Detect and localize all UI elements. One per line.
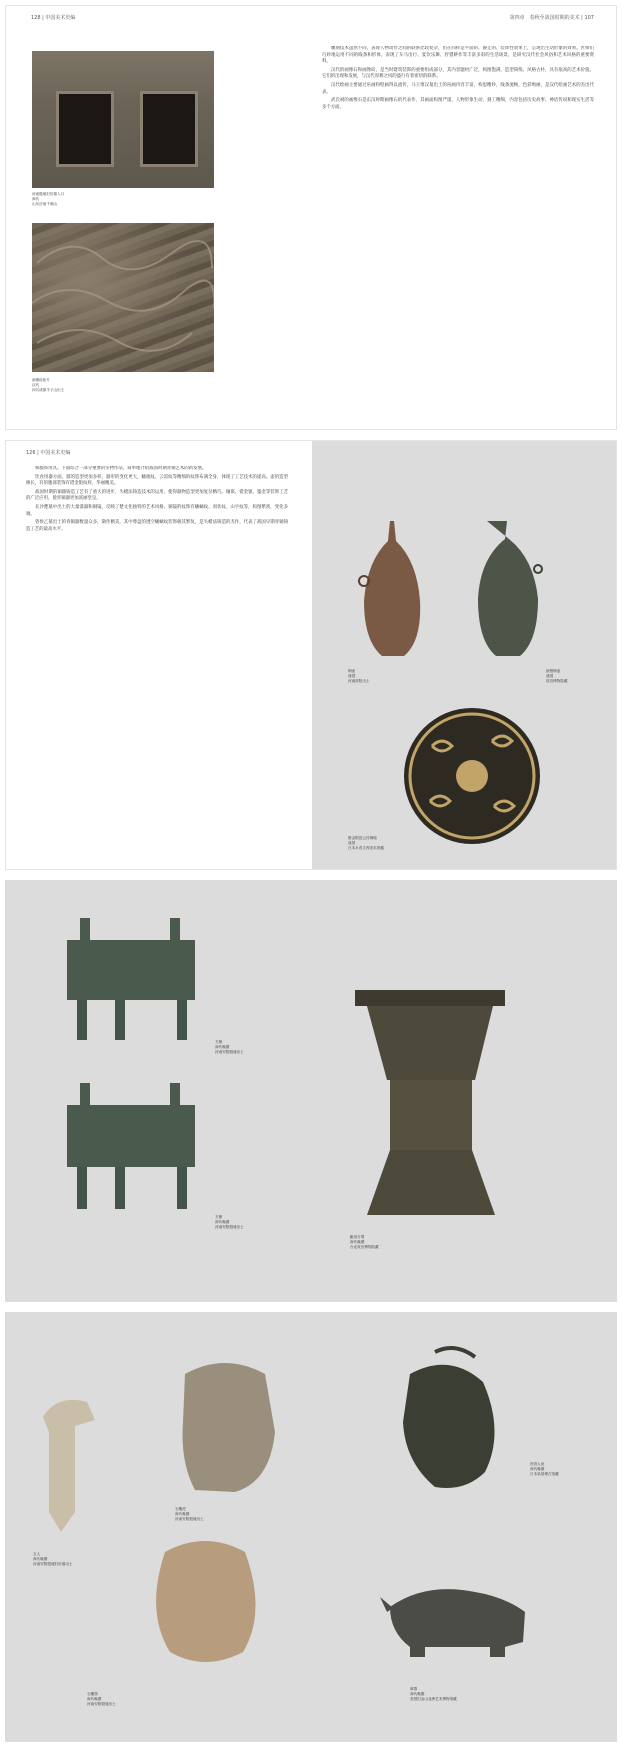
bronze-vessels-illustration bbox=[312, 441, 617, 870]
caption-jade-figure: 玉人 商代晚期 河南安阳殷墟妇好墓出土 bbox=[33, 1552, 73, 1566]
caption-zun: 觚形方尊 商代晚期 台北故宫博物院藏 bbox=[350, 1235, 379, 1249]
page-header-left: 128 | 中国美术史编 bbox=[31, 15, 76, 21]
caption-vessel-1: 铜壶 战国 河南洛阳出土 bbox=[348, 669, 370, 683]
caption-ding-2: 方鼎 商代晚期 河南安阳殷墟出土 bbox=[215, 1215, 244, 1229]
book-spread-3 bbox=[5, 880, 617, 1302]
bronze-ding-illustration bbox=[5, 880, 617, 1302]
book-spread-1 bbox=[5, 5, 617, 430]
image-page bbox=[312, 441, 617, 870]
body-text: 雕刻技术虽然不同，表现人物动作之间的联系比较复杂，但在同样是平面的、静止的、装饰性效果上，呈现出生动形象的效果。匠师们巧妙地运用不同的线条和形体，表现了车马出行、宴饮乐舞、狩猎耕作等丰富多彩的生活场景，是研究汉代社会风俗和艺术风格的重要资料。 汉代的画像石和画像砖，是当时建筑装饰的重要组成部分，其内容题材广泛，构图饱满，造型简练，风格古朴，具有很高的艺术价值。它们的出现和发展，与汉代厚葬之风的盛行有着密切的联系。 汉代绘画主要通过帛画和壁画得以流传，马王堆汉墓出土的帛画内容丰富，构思精妙，线条流畅，色彩绚丽，是汉代绘画艺术的杰出代表。 武氏祠的画像石是东汉时期画像石的代表作，其画面构图严谨，人物形象生动，刻工精细，内容包括历史故事、神话传说和现实生活等多个方面。 bbox=[322, 46, 594, 110]
caption-tiger: 石雕虎 商代晚期 河南安阳殷墟出土 bbox=[175, 1507, 204, 1521]
caption-vessel-2: 嵌错铜壶 战国 故宫博物院藏 bbox=[546, 669, 568, 683]
body-text: 和服饰用具。下面综合一部分重要的实物作品，简单地介绍战国时期青铜艺术的新发展。 饮食用器方面，鼎的造型更加多样，器形的变化更大，蟠虺纹、云雷纹等精细的纹饰布满全身，体现了工艺技术的提高。壶的造型修长，有的腹部装饰有错金银纹样，华丽精美。 战国时期的铜器铸造工艺有了重大的进步，失蜡法铸造技术的运用，使得器物造型更加复杂精巧。镶嵌、错金银、鎏金等装饰工艺的广泛应用，使青铜器更加富丽堂皇。 长沙楚墓中出土的大量漆器和铜镜，反映了楚文化独特的艺术风格。铜镜的纹饰有蟠螭纹、羽状纹、山字纹等，构图繁密，变化多端。 曾侯乙墓出土的青铜器数量众多，制作精美，其中尊盘的透空蟠螭纹装饰极其繁复，是失蜡法铸造的杰作，代表了战国早期青铜铸造工艺的最高水平。 bbox=[26, 466, 288, 532]
caption-ding-1: 方鼎 商代晚期 河南安阳殷墟出土 bbox=[215, 1040, 244, 1054]
caption-relief: 画像砖拓片 汉代 四川成都羊子山出土 bbox=[32, 378, 65, 392]
caption-doorway: 河南殷墟妇好墓入口 商代 山东济南千佛山 bbox=[32, 192, 65, 206]
book-spread-4 bbox=[5, 1312, 617, 1742]
page-header-right: 第四章 春秋至战国时期的美术 | 107 bbox=[509, 15, 594, 21]
caption-rhino: 犀尊 商代晚期 美国旧金山亚洲艺术博物馆藏 bbox=[410, 1687, 457, 1701]
caption-owl: 石雕鸮 商代晚期 河南安阳殷墟出土 bbox=[87, 1692, 116, 1706]
stone-doorway-photo bbox=[32, 51, 214, 188]
caption-mirror: 错金银卷云纹铜镜 战国 日本永青文库美术馆藏 bbox=[348, 836, 384, 850]
page-header-left: 126 | 中国美术史编 bbox=[26, 450, 71, 456]
relief-rubbing-photo bbox=[32, 223, 214, 372]
book-spread-2 bbox=[5, 440, 617, 870]
caption-you: 虎食人卣 商代晚期 日本泉屋博古馆藏 bbox=[530, 1462, 559, 1476]
sculptures-illustration bbox=[5, 1312, 617, 1742]
